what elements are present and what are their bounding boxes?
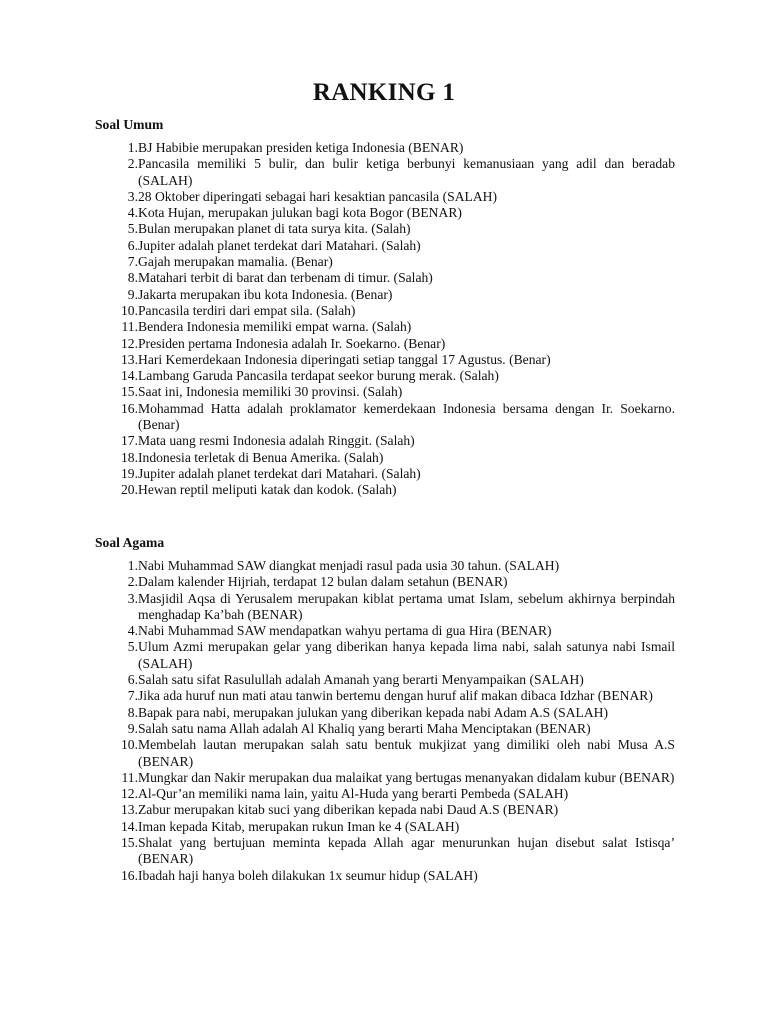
question-item [95, 270, 675, 286]
question-number: 12. [121, 335, 138, 351]
question-text: Gajah merupakan mamalia. (Benar) [138, 254, 333, 270]
question-text: Lambang Garuda Pancasila terdapat seekor burung merak. (Salah) [138, 368, 499, 384]
question-item [95, 336, 675, 352]
question-text: Membelah lautan merupakan salah satu bentuk mukjizat yang dimiliki oleh nabi Musa A.S (BENAR) [138, 737, 675, 769]
question-number: 7. [127, 688, 138, 704]
question-item [95, 786, 675, 802]
question-number: 9. [127, 720, 138, 736]
question-item [95, 140, 675, 156]
question-number: 9. [127, 286, 138, 302]
question-item [95, 688, 675, 704]
question-text: Al-Qur’an memiliki nama lain, yaitu Al-Huda yang berarti Pembeda (SALAH) [138, 786, 569, 802]
question-number: 16. [121, 400, 138, 416]
question-item [95, 737, 675, 770]
question-number: 2. [127, 156, 138, 172]
question-item [95, 238, 675, 254]
question-item [95, 574, 675, 590]
question-text: 28 Oktober diperingati sebagai hari kesaktian pancasila (SALAH) [138, 188, 497, 204]
question-text: Kota Hujan, merupakan julukan bagi kota Bogor (BENAR) [138, 205, 462, 221]
question-number: 19. [121, 465, 138, 481]
question-list [95, 558, 675, 884]
question-item [95, 221, 675, 237]
question-number: 14. [121, 818, 138, 834]
question-number: 16. [121, 867, 138, 883]
question-item [95, 433, 675, 449]
question-text: Ulum Azmi merupakan gelar yang diberikan hanya kepada lima nabi, salah satunya nabi Ismail (SALAH) [138, 639, 675, 671]
section-heading: Soal Umum [95, 117, 164, 132]
question-text: Ibadah haji hanya boleh dilakukan 1x seumur hidup (SALAH) [138, 867, 478, 883]
question-number: 8. [127, 704, 138, 720]
question-text: Bendera Indonesia memiliki empat warna. (Salah) [138, 319, 412, 335]
question-item [95, 623, 675, 639]
page-title: RANKING 1 [312, 79, 456, 106]
question-number: 18. [121, 449, 138, 465]
question-item [95, 319, 675, 335]
question-number: 17. [121, 433, 138, 449]
question-item [95, 819, 675, 835]
question-item [95, 384, 675, 400]
question-item [95, 721, 675, 737]
question-number: 4. [127, 623, 138, 639]
question-item [95, 254, 675, 270]
question-number: 11. [121, 319, 138, 335]
question-item [95, 401, 675, 434]
question-text: Mungkar dan Nakir merupakan dua malaikat yang bertugas menanyakan didalam kubur (BENAR) [138, 769, 675, 785]
question-item [95, 672, 675, 688]
question-item [95, 466, 675, 482]
question-text: Zabur merupakan kitab suci yang diberikan kepada nabi Daud A.S (BENAR) [138, 802, 559, 818]
question-text: Shalat yang bertujuan meminta kepada Allah agar menurunkan hujan disebut salat Istisqa’ (BENAR) [138, 835, 675, 867]
question-number: 7. [127, 254, 138, 270]
question-item [95, 770, 675, 786]
question-number: 15. [121, 835, 138, 851]
question-number: 10. [121, 737, 138, 753]
question-number: 12. [121, 786, 138, 802]
question-item [95, 352, 675, 368]
question-text: Masjidil Aqsa di Yerusalem merupakan kiblat pertama umat Islam, sebelum akhirnya berpindah menghadap Ka’bah (BENAR) [138, 590, 675, 622]
question-number: 3. [127, 590, 138, 606]
question-text: Mata uang resmi Indonesia adalah Ringgit. (Salah) [138, 433, 415, 449]
question-number: 11. [121, 769, 138, 785]
question-number: 14. [121, 368, 138, 384]
question-text: Nabi Muhammad SAW mendapatkan wahyu pertama di gua Hira (BENAR) [138, 623, 552, 639]
question-text: Jika ada huruf nun mati atau tanwin bertemu dengan huruf alif makan dibaca Idzhar (BENAR) [138, 688, 653, 704]
question-text: Iman kepada Kitab, merupakan rukun Iman ke 4 (SALAH) [138, 818, 460, 834]
section-heading: Soal Agama [95, 535, 165, 550]
question-text: Nabi Muhammad SAW diangkat menjadi rasul pada usia 30 tahun. (SALAH) [138, 558, 560, 573]
question-text: Saat ini, Indonesia memiliki 30 provinsi. (Salah) [138, 384, 403, 400]
question-number: 10. [121, 302, 138, 318]
question-item [95, 835, 675, 868]
question-item [95, 482, 675, 498]
question-text: Indonesia terletak di Benua Amerika. (Salah) [138, 449, 384, 465]
question-text: Bapak para nabi, merupakan julukan yang diberikan kepada nabi Adam A.S (SALAH) [138, 704, 608, 720]
question-item [95, 802, 675, 818]
question-number: 13. [121, 802, 138, 818]
question-item [95, 287, 675, 303]
question-text: Salah satu sifat Rasulullah adalah Amanah yang berarti Menyampaikan (SALAH) [138, 672, 584, 688]
question-number: 5. [127, 639, 138, 655]
question-item [95, 189, 675, 205]
question-text: Hari Kemerdekaan Indonesia diperingati setiap tanggal 17 Agustus. (Benar) [138, 351, 551, 367]
question-number: 3. [127, 188, 138, 204]
question-item [95, 368, 675, 384]
section-soal-umum [95, 117, 675, 499]
question-number: 15. [121, 384, 138, 400]
question-text: Mohammad Hatta adalah proklamator kemerdekaan Indonesia bersama dengan Ir. Soekarno. (Benar) [138, 400, 675, 433]
question-number: 2. [127, 574, 138, 590]
question-text: Pancasila terdiri dari empat sila. (Salah) [138, 302, 356, 318]
question-text: Jupiter adalah planet terdekat dari Matahari. (Salah) [138, 237, 421, 253]
question-number: 8. [127, 270, 138, 286]
question-text: Bulan merupakan planet di tata surya kita. (Salah) [138, 221, 411, 237]
question-text: Presiden pertama Indonesia adalah Ir. Soekarno. (Benar) [138, 335, 446, 351]
question-item [95, 558, 675, 574]
question-number: 6. [127, 672, 138, 688]
section-soal-agama [95, 535, 675, 884]
question-number: 4. [127, 205, 138, 221]
question-text: Matahari terbit di barat dan terbenam di timur. (Salah) [138, 270, 433, 286]
question-text: Jakarta merupakan ibu kota Indonesia. (Benar) [138, 286, 393, 302]
question-list [95, 140, 675, 499]
question-number: 1. [127, 558, 138, 573]
question-item [95, 156, 675, 189]
question-item [95, 639, 675, 672]
question-text: Hewan reptil meliputi katak dan kodok. (Salah) [138, 482, 397, 498]
question-number: 1. [127, 140, 138, 155]
question-item [95, 303, 675, 319]
question-text: Pancasila memiliki 5 bulir, dan bulir ketiga berbunyi kemanusiaan yang adil dan beradab (SALAH) [138, 156, 675, 188]
question-item [95, 868, 675, 884]
question-number: 13. [121, 351, 138, 367]
question-text: Salah satu nama Allah adalah Al Khaliq yang berarti Maha Menciptakan (BENAR) [138, 720, 591, 736]
question-text: Dalam kalender Hijriah, terdapat 12 bulan dalam setahun (BENAR) [138, 574, 508, 590]
question-text: BJ Habibie merupakan presiden ketiga Indonesia (BENAR) [138, 140, 464, 155]
question-item [95, 450, 675, 466]
question-item [95, 705, 675, 721]
question-item [95, 205, 675, 221]
question-number: 20. [121, 482, 138, 498]
question-text: Jupiter adalah planet terdekat dari Matahari. (Salah) [138, 465, 421, 481]
question-item [95, 591, 675, 624]
question-number: 5. [127, 221, 138, 237]
question-number: 6. [127, 237, 138, 253]
